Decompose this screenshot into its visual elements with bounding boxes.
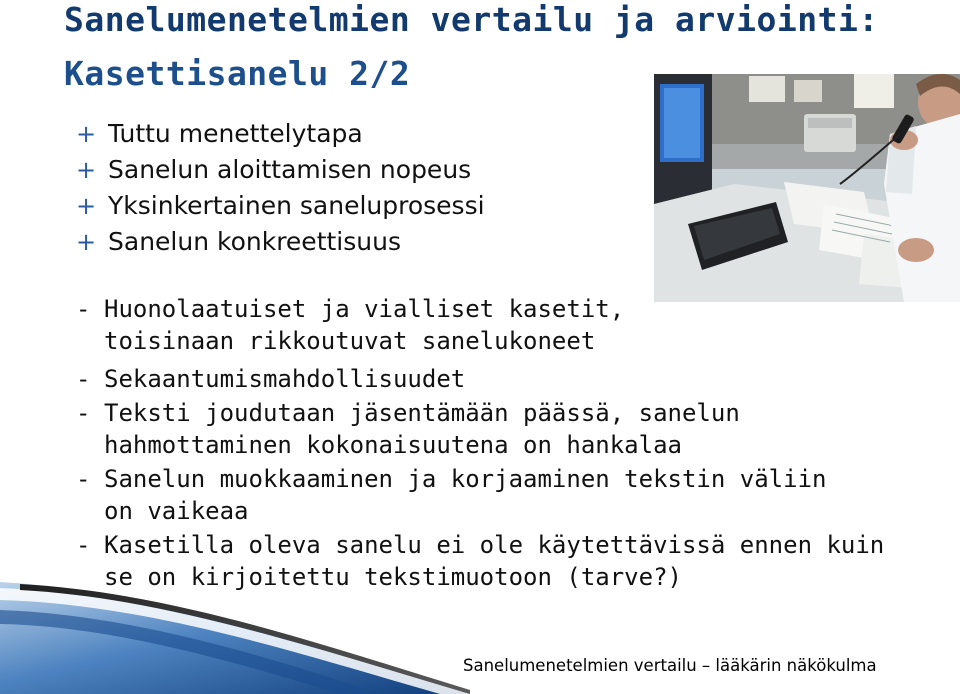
- plus-marker: +: [76, 156, 97, 184]
- pro-item: [76, 116, 636, 152]
- title-line-1: Sanelumenetelmien vertailu ja arviointi:: [64, 0, 879, 39]
- pro-text: Yksinkertainen saneluprosessi: [108, 191, 485, 220]
- con-line: Sekaantumismahdollisuudet: [104, 365, 466, 393]
- con-line: Teksti joudutaan jäsentämään päässä, sanelun: [104, 399, 740, 427]
- con-line: Kasetilla oleva sanelu ei ole käytettävissä ennen kuin: [104, 531, 885, 559]
- minus-marker: -: [76, 531, 91, 559]
- plus-marker: +: [76, 192, 97, 220]
- office-photo: [654, 74, 960, 302]
- pro-item: [76, 224, 636, 260]
- title-line-2: Kasettisanelu 2/2: [64, 54, 411, 93]
- minus-marker: -: [76, 465, 91, 493]
- cons-list: [76, 293, 916, 595]
- plus-marker: +: [76, 120, 97, 148]
- minus-marker: -: [76, 295, 91, 323]
- con-item: [76, 293, 916, 357]
- pro-text: Sanelun konkreettisuus: [108, 227, 401, 256]
- pro-item: [76, 152, 636, 188]
- con-line: on vaikeaa: [104, 497, 249, 525]
- decorative-swoosh: [0, 570, 470, 694]
- pros-list: [76, 116, 636, 260]
- pro-text: Sanelun aloittamisen nopeus: [108, 155, 472, 184]
- footer-text: Sanelumenetelmien vertailu – lääkärin näkökulma: [463, 656, 877, 675]
- con-text: [104, 363, 916, 395]
- pro-item: [76, 188, 636, 224]
- plus-marker: +: [76, 228, 97, 256]
- con-line: Huonolaatuiset ja vialliset kasetit,: [104, 295, 625, 323]
- con-line: hahmottaminen kokonaisuutena on hankalaa: [104, 431, 682, 459]
- con-line: toisinaan rikkoutuvat sanelukoneet: [104, 327, 596, 355]
- pro-text: Tuttu menettelytapa: [108, 119, 363, 148]
- con-text: [104, 293, 916, 357]
- minus-marker: -: [76, 399, 91, 427]
- con-text: [104, 397, 916, 461]
- con-item: [76, 363, 916, 395]
- con-item: [76, 397, 916, 461]
- con-line: se on kirjoitettu tekstimuotoon (tarve?): [104, 563, 682, 591]
- minus-marker: -: [76, 365, 91, 393]
- con-text: [104, 463, 916, 527]
- con-item: [76, 463, 916, 527]
- con-line: Sanelun muokkaaminen ja korjaaminen tekstin väliin: [104, 465, 827, 493]
